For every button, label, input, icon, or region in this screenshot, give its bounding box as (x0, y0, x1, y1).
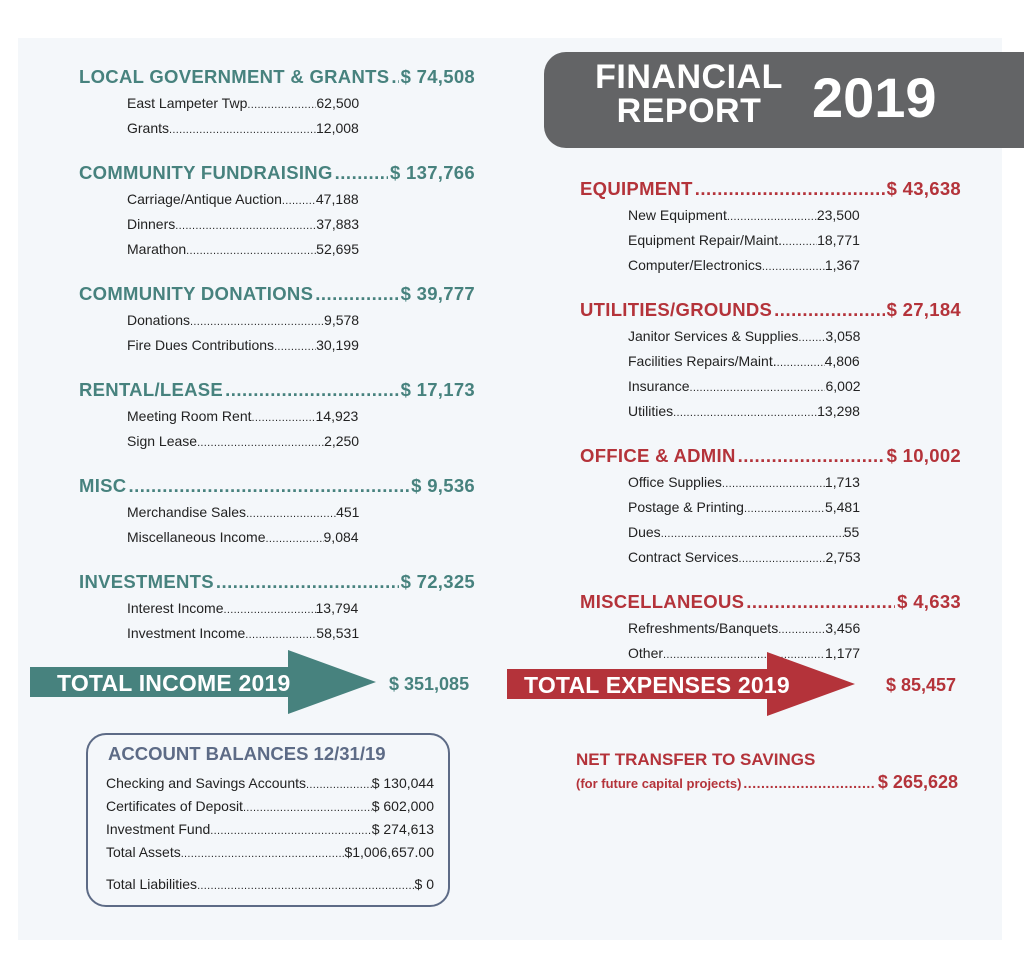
banner-title (584, 60, 794, 128)
section-label: INVESTMENTS (79, 571, 214, 592)
line-item-amount: 62,500 (316, 95, 360, 111)
line-item-amount: 14,923 (315, 408, 359, 424)
section-label: UTILITIES/GROUNDS (580, 299, 773, 320)
line-item-amount: 47,188 (315, 191, 359, 207)
leader-dots (778, 617, 825, 642)
account-row (106, 773, 434, 795)
line-item-amount: 5,481 (824, 499, 861, 515)
line-item (628, 254, 961, 279)
line-item-label: Grants (127, 120, 170, 136)
section-heading (79, 571, 475, 593)
section-heading (580, 445, 961, 467)
section-items (127, 92, 475, 142)
line-item-amount: 58,531 (316, 625, 360, 641)
line-item-amount: 9,578 (324, 312, 360, 328)
line-item-label: Marathon (127, 241, 187, 257)
line-item-label: Computer/Electronics (628, 257, 762, 273)
line-item-amount: 1,177 (825, 645, 861, 661)
line-item-label: Insurance (628, 378, 690, 394)
line-item-label: Sign Lease (127, 433, 198, 449)
line-item-amount: 37,883 (316, 216, 360, 232)
section-items (127, 188, 475, 263)
line-item-label: Facilities Repairs/Maint. (628, 353, 777, 369)
line-item-label: Utilities (628, 403, 674, 419)
leader-dots (282, 188, 316, 213)
leader-dots (315, 283, 398, 305)
section-amount: $ 27,184 (886, 299, 961, 320)
section-items (127, 597, 475, 647)
net-transfer-block (576, 750, 958, 793)
leader-dots (722, 471, 825, 496)
leader-dots (216, 571, 399, 593)
leader-dots (738, 445, 885, 467)
line-item (127, 309, 475, 334)
leader-dots (306, 773, 372, 795)
leader-dots (738, 546, 825, 571)
banner-title-line2: REPORT (616, 92, 762, 130)
leader-dots (661, 521, 844, 546)
leader-dots (252, 405, 316, 430)
line-item (127, 188, 475, 213)
account-balances-box (86, 733, 450, 907)
line-item-label: East Lampeter Twp (127, 95, 248, 111)
leader-dots (197, 874, 414, 896)
leader-dots (181, 842, 345, 864)
leader-dots (266, 526, 324, 551)
line-item-label: Merchandise Sales (127, 504, 247, 520)
section-heading (79, 475, 475, 497)
leader-dots (243, 796, 372, 818)
leader-dots (762, 254, 825, 279)
section-amount: $ 137,766 (389, 162, 475, 183)
account-row (106, 819, 434, 841)
row-amount: $ 130,044 (371, 775, 434, 791)
line-item-label: Carriage/Antique Auction (127, 191, 282, 207)
row-label: Investment Fund (106, 821, 211, 837)
section-income (79, 475, 475, 551)
line-item (127, 117, 475, 142)
total-income-label: TOTAL INCOME 2019 (57, 670, 291, 696)
leader-dots (224, 597, 316, 622)
line-item (127, 213, 475, 238)
line-item-amount: 2,250 (324, 433, 360, 449)
account-balances-title: ACCOUNT BALANCES 12/31/19 (108, 743, 386, 764)
section-label: RENTAL/LEASE (79, 379, 224, 400)
section-income (79, 379, 475, 455)
section-items (127, 501, 475, 551)
leader-dots (782, 229, 817, 254)
leader-dots (335, 162, 388, 184)
section-income (79, 66, 475, 142)
line-item (127, 501, 475, 526)
line-item-label: Janitor Services & Supplies (628, 328, 799, 344)
section-heading (79, 162, 475, 184)
section-heading (580, 178, 961, 200)
net-transfer-title: NET TRANSFER TO SAVINGS (576, 750, 816, 769)
line-item-amount: 52,695 (316, 241, 359, 257)
leader-dots (128, 475, 409, 497)
line-item-label: Other (628, 645, 664, 661)
row-label: Total Assets (106, 844, 181, 860)
line-item-label: Dinners (127, 216, 176, 232)
line-item (628, 350, 961, 375)
line-item-label: Miscellaneous Income (127, 529, 266, 545)
section-amount: $ 17,173 (400, 379, 475, 400)
total-income-amount: $ 351,085 (389, 674, 470, 694)
line-item (628, 229, 961, 254)
section-label: OFFICE & ADMIN (580, 445, 736, 466)
leader-dots (274, 334, 316, 359)
line-item-label: Dues (628, 524, 661, 540)
section-amount: $ 39,777 (400, 283, 475, 304)
line-item-amount: 23,500 (816, 207, 860, 223)
line-item (127, 597, 475, 622)
section-heading (79, 66, 475, 88)
line-item (127, 405, 475, 430)
leader-dots (689, 375, 825, 400)
line-item (628, 546, 961, 571)
line-item-amount: 451 (336, 504, 360, 520)
income-column (79, 66, 475, 647)
leader-dots (245, 622, 316, 647)
line-item-amount: 4,806 (824, 353, 860, 369)
leader-dots (225, 379, 399, 401)
leader-dots (169, 117, 316, 142)
section-label: COMMUNITY DONATIONS (79, 283, 314, 304)
line-item-amount: 13,794 (315, 600, 359, 616)
line-item-amount: 2,753 (825, 549, 861, 565)
section-amount: $ 10,002 (886, 445, 961, 466)
line-item (127, 92, 475, 117)
section-amount: $ 72,325 (400, 571, 475, 592)
section-items (127, 309, 475, 359)
row-amount: $ 0 (414, 876, 434, 892)
section-expenses (580, 299, 961, 425)
total-expenses-amount: $ 85,457 (886, 675, 957, 695)
row-label: Total Liabilities (106, 876, 198, 892)
section-income (79, 571, 475, 647)
section-items (628, 325, 961, 425)
leader-dots (743, 775, 876, 793)
line-item (628, 325, 961, 350)
line-item (628, 496, 961, 521)
section-expenses (580, 445, 961, 571)
total-liabilities-row (106, 874, 434, 896)
line-item (628, 375, 961, 400)
report-banner (544, 52, 1024, 148)
line-item-label: Fire Dues Contributions (127, 337, 275, 353)
row-amount: $1,006,657.00 (344, 844, 434, 860)
account-row (106, 796, 434, 818)
line-item (628, 521, 961, 546)
row-amount: $ 274,613 (371, 821, 434, 837)
line-item-amount: 13,298 (817, 403, 860, 419)
net-transfer-row (576, 772, 958, 793)
line-item-label: Equipment Repair/Maint. (628, 232, 783, 248)
leader-dots (695, 178, 885, 200)
line-item-label: Interest Income (127, 600, 224, 616)
line-item-amount: 3,058 (825, 328, 861, 344)
leader-dots (197, 430, 324, 455)
line-item (628, 400, 961, 425)
section-label: COMMUNITY FUNDRAISING (79, 162, 333, 183)
line-item-label: Refreshments/Banquets (628, 620, 779, 636)
line-item (127, 526, 475, 551)
line-item-label: Office Supplies (628, 474, 722, 490)
section-label: EQUIPMENT (580, 178, 693, 199)
section-amount: $ 9,536 (411, 475, 475, 496)
line-item-amount: 1,713 (824, 474, 860, 490)
line-item-label: New Equipment (628, 207, 727, 223)
line-item (628, 471, 961, 496)
leader-dots (777, 350, 825, 375)
section-heading (79, 379, 475, 401)
section-income (79, 162, 475, 263)
total-expenses-label: TOTAL EXPENSES 2019 (524, 672, 790, 698)
net-transfer-amount: $ 265,628 (877, 772, 958, 792)
line-item-label: Contract Services (628, 549, 739, 565)
section-amount: $ 43,638 (886, 178, 961, 199)
leader-dots (247, 92, 316, 117)
line-item (127, 430, 475, 455)
section-amount: $ 74,508 (400, 66, 475, 87)
line-item-amount: 30,199 (316, 337, 359, 353)
leader-dots (186, 238, 316, 263)
section-expenses (580, 178, 961, 279)
section-heading (79, 283, 475, 305)
section-heading (580, 299, 961, 321)
leader-dots (798, 325, 825, 350)
row-label: Certificates of Deposit (106, 798, 243, 814)
section-label: LOCAL GOVERNMENT & GRANTS (79, 66, 390, 87)
row-amount: $ 602,000 (371, 798, 434, 814)
leader-dots (774, 299, 884, 321)
leader-dots (746, 591, 895, 613)
line-item (628, 617, 961, 642)
line-item (127, 238, 475, 263)
line-item-amount: 12,008 (316, 120, 359, 136)
line-item-label: Investment Income (127, 625, 246, 641)
leader-dots (727, 204, 817, 229)
line-item-amount: 55 (843, 524, 860, 540)
line-item-label: Meeting Room Rent (127, 408, 252, 424)
section-label: MISC (79, 475, 127, 496)
line-item-amount: 6,002 (825, 378, 861, 394)
section-income (79, 283, 475, 359)
section-heading (580, 591, 961, 613)
banner-title-line1: FINANCIAL (595, 58, 783, 96)
leader-dots (246, 501, 336, 526)
banner-year: 2019 (812, 66, 937, 129)
line-item (127, 334, 475, 359)
line-item-amount: 18,771 (817, 232, 860, 248)
line-item-amount: 1,367 (824, 257, 860, 273)
line-item-label: Postage & Printing (628, 499, 744, 515)
leader-dots (190, 309, 324, 334)
leader-dots (210, 819, 371, 841)
leader-dots (744, 496, 825, 521)
section-amount: $ 4,633 (897, 591, 961, 612)
line-item-amount: 3,456 (825, 620, 861, 636)
net-transfer-subtitle: (for future capital projects) (576, 776, 742, 791)
leader-dots (391, 66, 398, 88)
leader-dots (175, 213, 316, 238)
section-items (628, 204, 961, 279)
section-items (628, 471, 961, 571)
row-label: Checking and Savings Accounts (106, 775, 307, 791)
line-item-amount: 9,084 (323, 529, 359, 545)
account-row (106, 842, 434, 864)
line-item (628, 204, 961, 229)
leader-dots (673, 400, 817, 425)
section-items (127, 405, 475, 455)
expense-column (580, 178, 961, 667)
line-item-label: Donations (127, 312, 191, 328)
line-item (127, 622, 475, 647)
section-label: MISCELLANEOUS (580, 591, 745, 612)
